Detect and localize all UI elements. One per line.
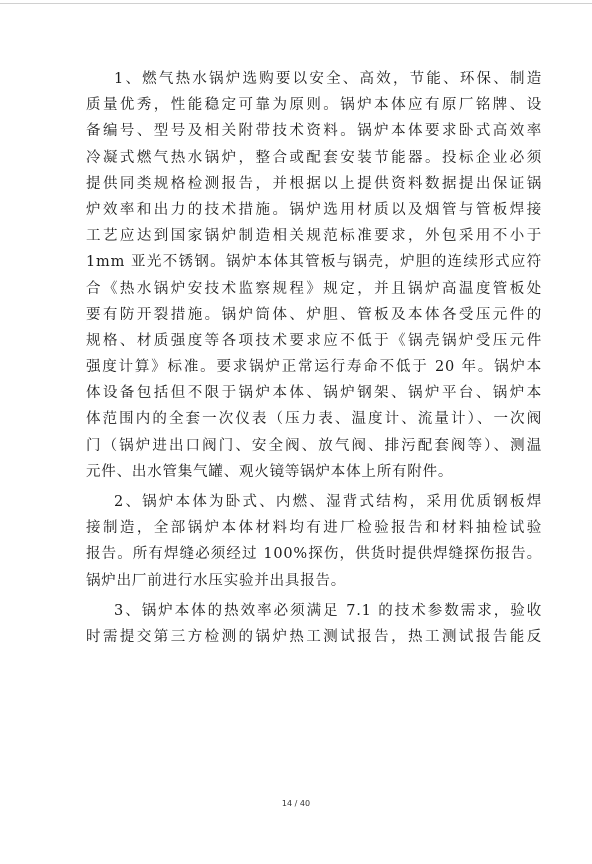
text-line: 体范围内的全套一次仪表（压力表、温度计、流量计）、一次阀: [86, 411, 542, 428]
text-line: 接制造，全部锅炉本体材料均有进厂检验报告和材料抽检试验: [86, 520, 542, 537]
text-line: 锅炉出厂前进行水压实验并出具报告。: [86, 572, 347, 589]
text-line: 规格、材质强度等各项技术要求应不低于《锅壳锅炉受压元件: [86, 332, 542, 349]
paragraph-2: [86, 489, 542, 594]
text-line: 要有防开裂措施。锅炉筒体、炉胆、管板及本体各受压元件的: [86, 306, 542, 323]
text-line: 体设备包括但不限于锅炉本体、锅炉钢架、锅炉平台、锅炉本: [86, 385, 542, 402]
text-line: 备编号、型号及相关附带技术资料。锅炉本体要求卧式高效率: [86, 123, 542, 140]
page-top-border: [0, 3, 592, 4]
paragraph-3: [86, 598, 542, 650]
text-line: 提供同类规格检测报告，并根据以上提供资料数据提出保证锅: [86, 175, 542, 192]
text-line: 3、锅炉本体的热效率必须满足 7.1 的技术参数需求，验收: [114, 602, 542, 619]
text-line: 1mm 亚光不锈钢。锅炉本体其管板与锅壳，炉胆的连续形式应符: [86, 254, 542, 271]
document-body: [86, 66, 542, 650]
text-line: 1、燃气热水锅炉选购要以安全、高效，节能、环保、制造: [114, 71, 542, 87]
text-line: 冷凝式燃气热水锅炉，整合或配套安装节能器。投标企业必须: [86, 149, 542, 166]
text-line: 门（锅炉进出口阀门、安全阀、放气阀、排污配套阀等）、测温: [86, 437, 542, 454]
text-line: 合《热水锅炉安技术监察规程》规定，并且锅炉高温度管板处: [86, 280, 542, 297]
paragraph-1: [86, 66, 542, 485]
text-line: 质量优秀，性能稳定可靠为原则。锅炉本体应有原厂铭牌、设: [86, 97, 542, 114]
text-line: 2、锅炉本体为卧式、内燃、湿背式结构，采用优质钢板焊: [114, 494, 542, 510]
text-line: 工艺应达到国家锅炉制造相关规范标准要求，外包采用不小于: [86, 228, 542, 245]
text-line: 炉效率和出力的技术措施。锅炉选用材质以及烟管与管板焊接: [86, 201, 542, 218]
page-number: 14 / 40: [281, 799, 311, 808]
text-line: 时需提交第三方检测的锅炉热工测试报告，热工测试报告能反: [86, 628, 542, 645]
text-line: 元件、出水管集气罐、观火镜等锅炉本体上所有附件。: [86, 463, 454, 480]
text-line: 强度计算》标准。要求锅炉正常运行寿命不低于 20 年。锅炉本: [86, 359, 542, 376]
text-line: 报告。所有焊缝必须经过 100%探伤，供货时提供焊缝探伤报告。: [86, 546, 542, 563]
